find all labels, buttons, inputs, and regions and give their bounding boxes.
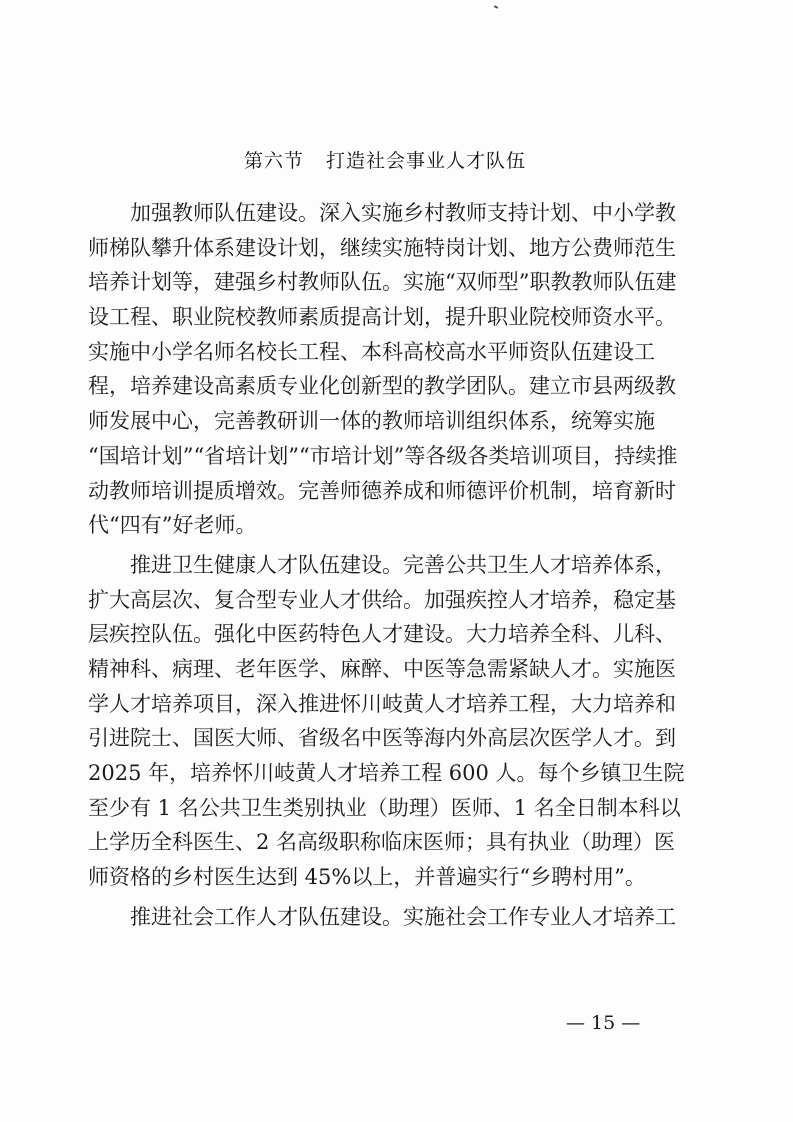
text-line: “国培计划”“省培计划”“市培计划”等各级各类培训项目，持续推	[88, 443, 678, 468]
text-line: 加强教师队伍建设。深入实施乡村教师支持计划、中小学教	[88, 201, 676, 225]
text-line: 引进院士、国医大师、省级名中医等海内外高层次医学人才。到	[88, 726, 676, 751]
paragraph-social-work	[88, 900, 698, 935]
text-line: 师梯队攀升体系建设计划，继续实施特岗计划、地方公费师范生	[88, 235, 676, 260]
text-line: 推进卫生健康人才队伍建设。完善公共卫生人才培养体系，	[88, 552, 676, 577]
scan-speck	[494, 5, 498, 9]
text-line: 代“四有”好老师。	[88, 513, 257, 538]
text-line: 学人才培养项目，深入推进怀川岐黄人才培养工程，大力培养和	[88, 691, 676, 716]
text-line: 上学历全科医生、2 名高级职称临床医师；具有执业（助理）医	[88, 830, 676, 855]
section-heading	[244, 146, 526, 173]
text-line: 至少有 1 名公共卫生类别执业（助理）医师、1 名全日制本科以	[88, 795, 681, 820]
text-line: 精神科、病理、老年医学、麻醉、中医等急需紧缺人才。实施医	[88, 656, 676, 681]
text-line: 2025 年，培养怀川岐黄人才培养工程 600 人。每个乡镇卫生院	[88, 761, 685, 785]
section-number: 第六节	[244, 150, 305, 172]
paragraph-health	[88, 548, 698, 895]
page-number: — 15 —	[566, 1012, 641, 1034]
text-line: 设工程、职业院校教师素质提高计划，提升职业院校师资水平。	[88, 305, 676, 330]
paragraph-teachers	[88, 196, 698, 543]
text-line: 扩大高层次、复合型专业人才供给。加强疾控人才培养，稳定基	[88, 587, 676, 612]
text-line: 推进社会工作人才队伍建设。实施社会工作专业人才培养工	[88, 904, 676, 929]
text-line: 师资格的乡村医生达到 45%以上，并普遍实行“乡聘村用”。	[88, 865, 646, 890]
text-line: 培养计划等，建强乡村教师队伍。实施“双师型”职教教师队伍建	[88, 270, 677, 295]
section-title: 打造社会事业人才队伍	[326, 150, 527, 172]
body-text	[88, 196, 698, 934]
text-line: 程，培养建设高素质专业化创新型的教学团队。建立市县两级教	[88, 374, 676, 399]
text-line: 实施中小学名师名校长工程、本科高校高水平师资队伍建设工	[88, 339, 655, 364]
text-line: 动教师培训提质增效。完善师德养成和师德评价机制，培育新时	[88, 478, 676, 503]
text-line: 层疾控队伍。强化中医药特色人才建设。大力培养全科、儿科、	[88, 622, 676, 647]
text-line: 师发展中心，完善教研训一体的教师培训组织体系，统筹实施	[88, 409, 655, 434]
